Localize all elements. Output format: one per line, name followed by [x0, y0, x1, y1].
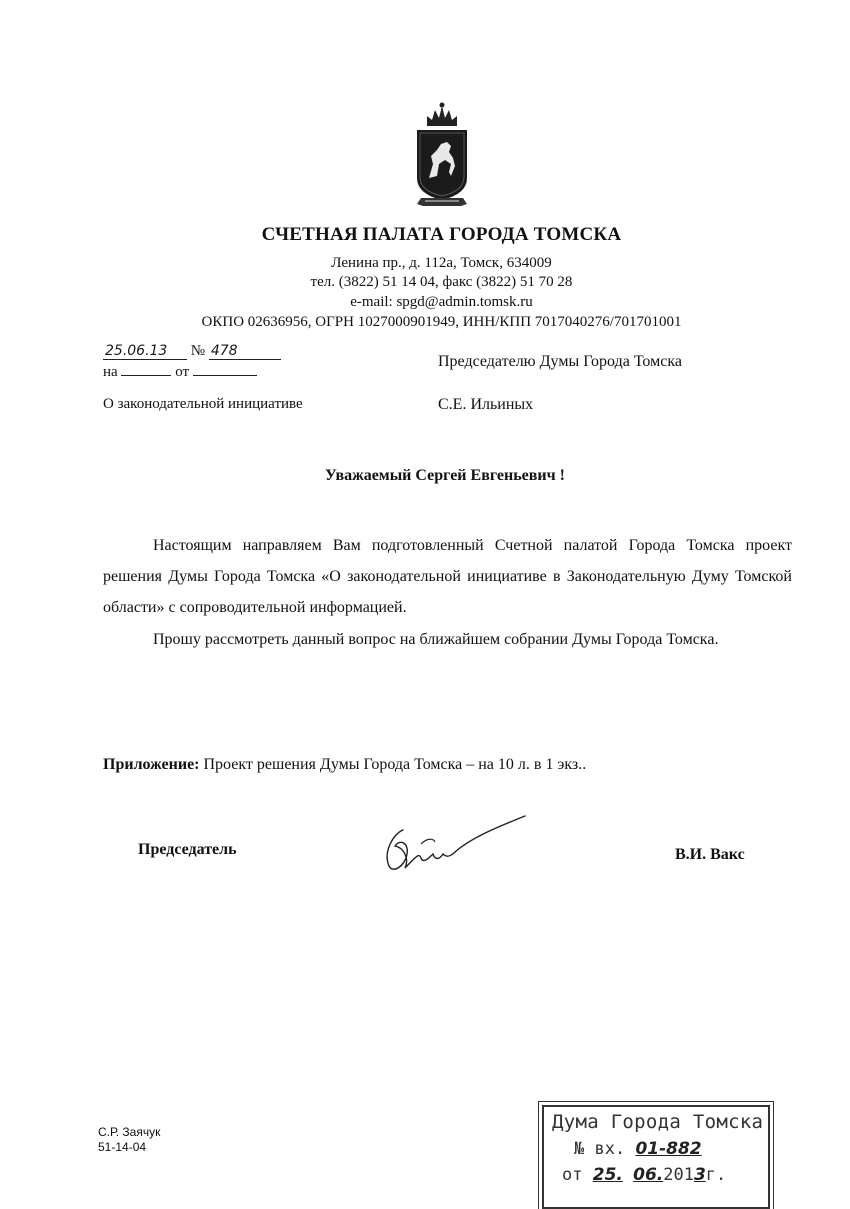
- stamp-year-suffix: 3: [693, 1165, 706, 1185]
- registration-number-label: №: [190, 343, 206, 359]
- organization-email: e-mail: spgd@admin.tomsk.ru: [350, 294, 533, 310]
- organization-codes: ОКПО 02636956, ОГРН 1027000901949, ИНН/КПП 7017040276/701701001: [201, 314, 682, 330]
- reference-on-label: на: [103, 364, 118, 380]
- reference-date-blank: [193, 363, 257, 376]
- reference-from-label: от: [175, 364, 190, 380]
- signatory-name: В.И. Вакс: [675, 846, 745, 863]
- stamp-date-month: 06.: [633, 1165, 664, 1185]
- reference-line: [103, 363, 257, 381]
- stamp-date-day: 25.: [592, 1165, 623, 1185]
- executor-info: [98, 1125, 160, 1155]
- handwritten-signature: [375, 808, 535, 878]
- signatory-role: Председатель: [138, 841, 237, 858]
- salutation: Уважаемый Сергей Евгеньевич !: [325, 467, 565, 484]
- body-paragraph-1: Настоящим направляем Вам подготовленный Счетной палатой Города Томска проект решения Думы Города Томска «О законодательной инициативе в Законодательную Думу Томской области» с сопроводительной информацией.: [103, 537, 792, 616]
- organization-title: СЧЕТНАЯ ПАЛАТА ГОРОДА ТОМСКА: [261, 224, 622, 245]
- letter-subject: О законодательной инициативе: [103, 396, 303, 412]
- addressee-name: С.Е. Ильиных: [438, 396, 534, 413]
- executor-name: С.Р. Заячук: [98, 1125, 161, 1139]
- reference-number-blank: [121, 363, 171, 376]
- addressee-position: Председателю Думы Города Томска: [438, 353, 682, 370]
- registration-number: 478: [209, 343, 281, 360]
- coat-of-arms-icon: [411, 100, 473, 210]
- stamp-incoming-number: [574, 1139, 702, 1159]
- stamp-year-prefix: 201: [663, 1165, 694, 1185]
- organization-phone: тел. (3822) 51 14 04, факс (3822) 51 70 28: [310, 274, 573, 290]
- incoming-stamp: [542, 1105, 770, 1209]
- stamp-title: Дума Города Томска: [552, 1111, 764, 1133]
- stamp-year-unit: г.: [705, 1165, 727, 1185]
- registration-date: 25.06.13: [103, 343, 187, 360]
- stamp-incoming-value: 01-882: [635, 1139, 702, 1159]
- executor-phone: 51-14-04: [98, 1140, 147, 1154]
- annex: [103, 756, 586, 774]
- outgoing-registration: [103, 343, 281, 360]
- stamp-date-label: от: [562, 1165, 583, 1185]
- annex-label: Приложение:: [103, 756, 200, 773]
- stamp-incoming-label: № вх.: [574, 1139, 626, 1159]
- annex-text: Проект решения Думы Города Томска – на 10 л. в 1 экз..: [203, 756, 587, 773]
- body-paragraph-2: Прошу рассмотреть данный вопрос на ближайшем собрании Думы Города Томска.: [153, 631, 719, 648]
- organization-address: Ленина пр., д. 112а, Томск, 634009: [331, 255, 552, 271]
- stamp-date: [562, 1165, 726, 1185]
